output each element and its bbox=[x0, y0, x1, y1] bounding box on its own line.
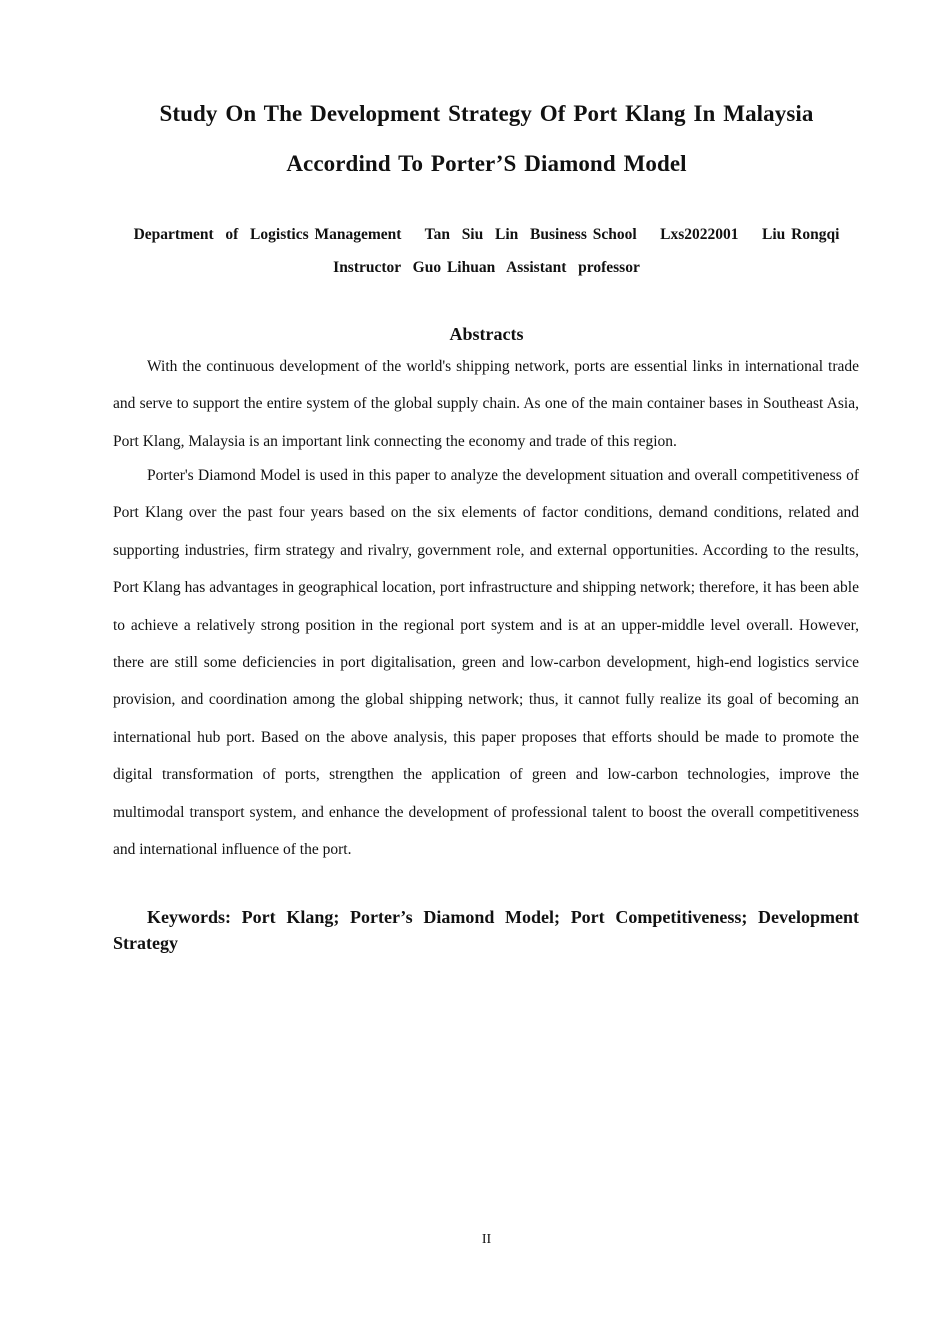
keywords-line: Keywords: Port Klang; Porter’s Diamond Model; Port Competitiveness; Development Strategy bbox=[113, 907, 859, 953]
author-affiliation-line: Department of Logistics Management Tan Siu Lin Business School Lxs2022001 Liu Rongqi bbox=[133, 226, 840, 243]
title-line-2: Accordind To Porter’S Diamond Model bbox=[286, 151, 687, 176]
title-line-1: Study On The Development Strategy Of Port Klang In Malaysia bbox=[159, 101, 814, 126]
abstract-paragraph-1: With the continuous development of the world's shipping network, ports are essential links in international trade and serve to support the entire system of the global supply chain. As one of the main container bases in Southeast Asia, Port Klang, Malaysia is an important link connecting the economy and trade of this region. bbox=[113, 358, 859, 450]
abstract-heading: Abstracts bbox=[449, 324, 524, 344]
abstract-paragraph-2: Porter's Diamond Model is used in this paper to analyze the development situation and overall competitiveness of Port Klang over the past four years based on the six elements of factor conditions, demand conditions, related and supporting industries, firm strategy and rivalry, government role, and external opportunities. According to the results, Port Klang has advantages in geographical location, port infrastructure and shipping network; therefore, it has been able to achieve a relatively strong position in the regional port system and is at an upper-middle level overall. However, there are still some deficiencies in port digitalisation, green and low-carbon development, high-end logistics service provision, and coordination among the global shipping network; thus, it cannot fully realize its goal of becoming an international hub port. Based on the above analysis, this paper proposes that efforts should be made to promote the digital transformation of ports, strengthen the application of green and low-carbon technologies, improve the multimodal transport system, and enhance the development of professional talent to boost the overall competitiveness and international influence of the port. bbox=[113, 467, 859, 859]
page-number: II bbox=[481, 1232, 492, 1247]
instructor-line: Instructor Guo Lihuan Assistant professor bbox=[333, 259, 640, 276]
